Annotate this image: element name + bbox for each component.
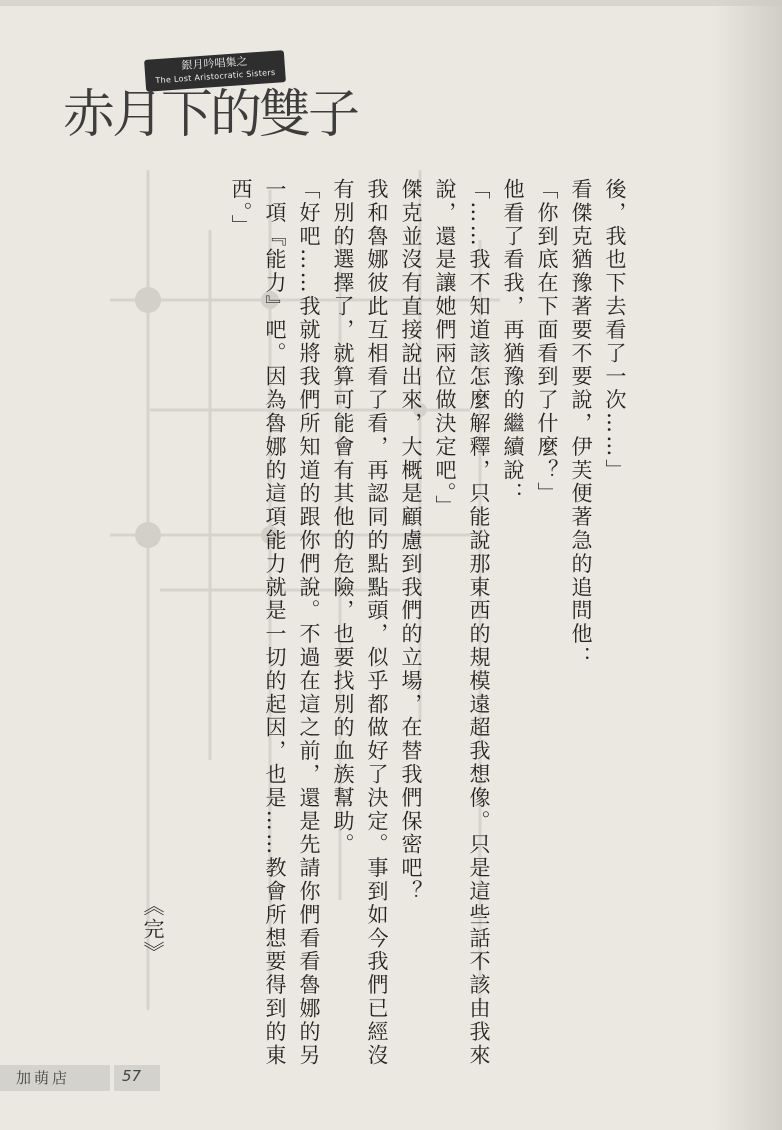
paragraph: 傑克並沒有直接說出來，大概是顧慮到我們的立場，在替我們保密吧？ [399,178,423,904]
page-number: 57 [122,1067,142,1085]
paragraph: 他看了看我，再猶豫的繼續說： [501,178,525,506]
paragraph: 「你到底在下面看到了什麼？」 [535,178,559,506]
paragraph: 我和魯娜彼此互相看了看，再認同的點點頭，似乎都做好了決定。事到如今我們已經沒有別的選擇了，就算可能會有其他的危險，也要找別的血族幫助。 [331,178,389,1068]
series-label-en: The Lost Aristocratic Sisters [155,67,276,86]
paragraph: 「好吧……我就將我們所知道的跟你們說。不過在這之前，還是先請你們看看魯娜的另一項『能力』吧。因為魯娜的這項能力就是一切的起因，也是……教會所想要得到的東西。」 [229,178,321,1068]
paragraph: 後，我也下去看了一次……」 [603,178,627,483]
paragraph: 「……我不知道該怎麼解釋，只能說那東西的規模遠超我想像。只是這些話不該由我來說，還是讓她們兩位做決定吧。」 [433,178,491,1068]
end-mark: 《完》 [141,895,165,964]
book-title: 赤月下的雙子 [63,85,358,145]
paragraph: 看傑克猶豫著要不要說，伊芙便著急的追問他： [569,178,593,670]
book-header [55,54,358,165]
body-text [224,178,632,1083]
footer-separator [110,1065,114,1091]
page-gutter-shadow [712,0,782,1130]
footer-label: 加萌店 [16,1069,71,1087]
series-label-zh: 銀月吟唱集之 [181,54,248,73]
